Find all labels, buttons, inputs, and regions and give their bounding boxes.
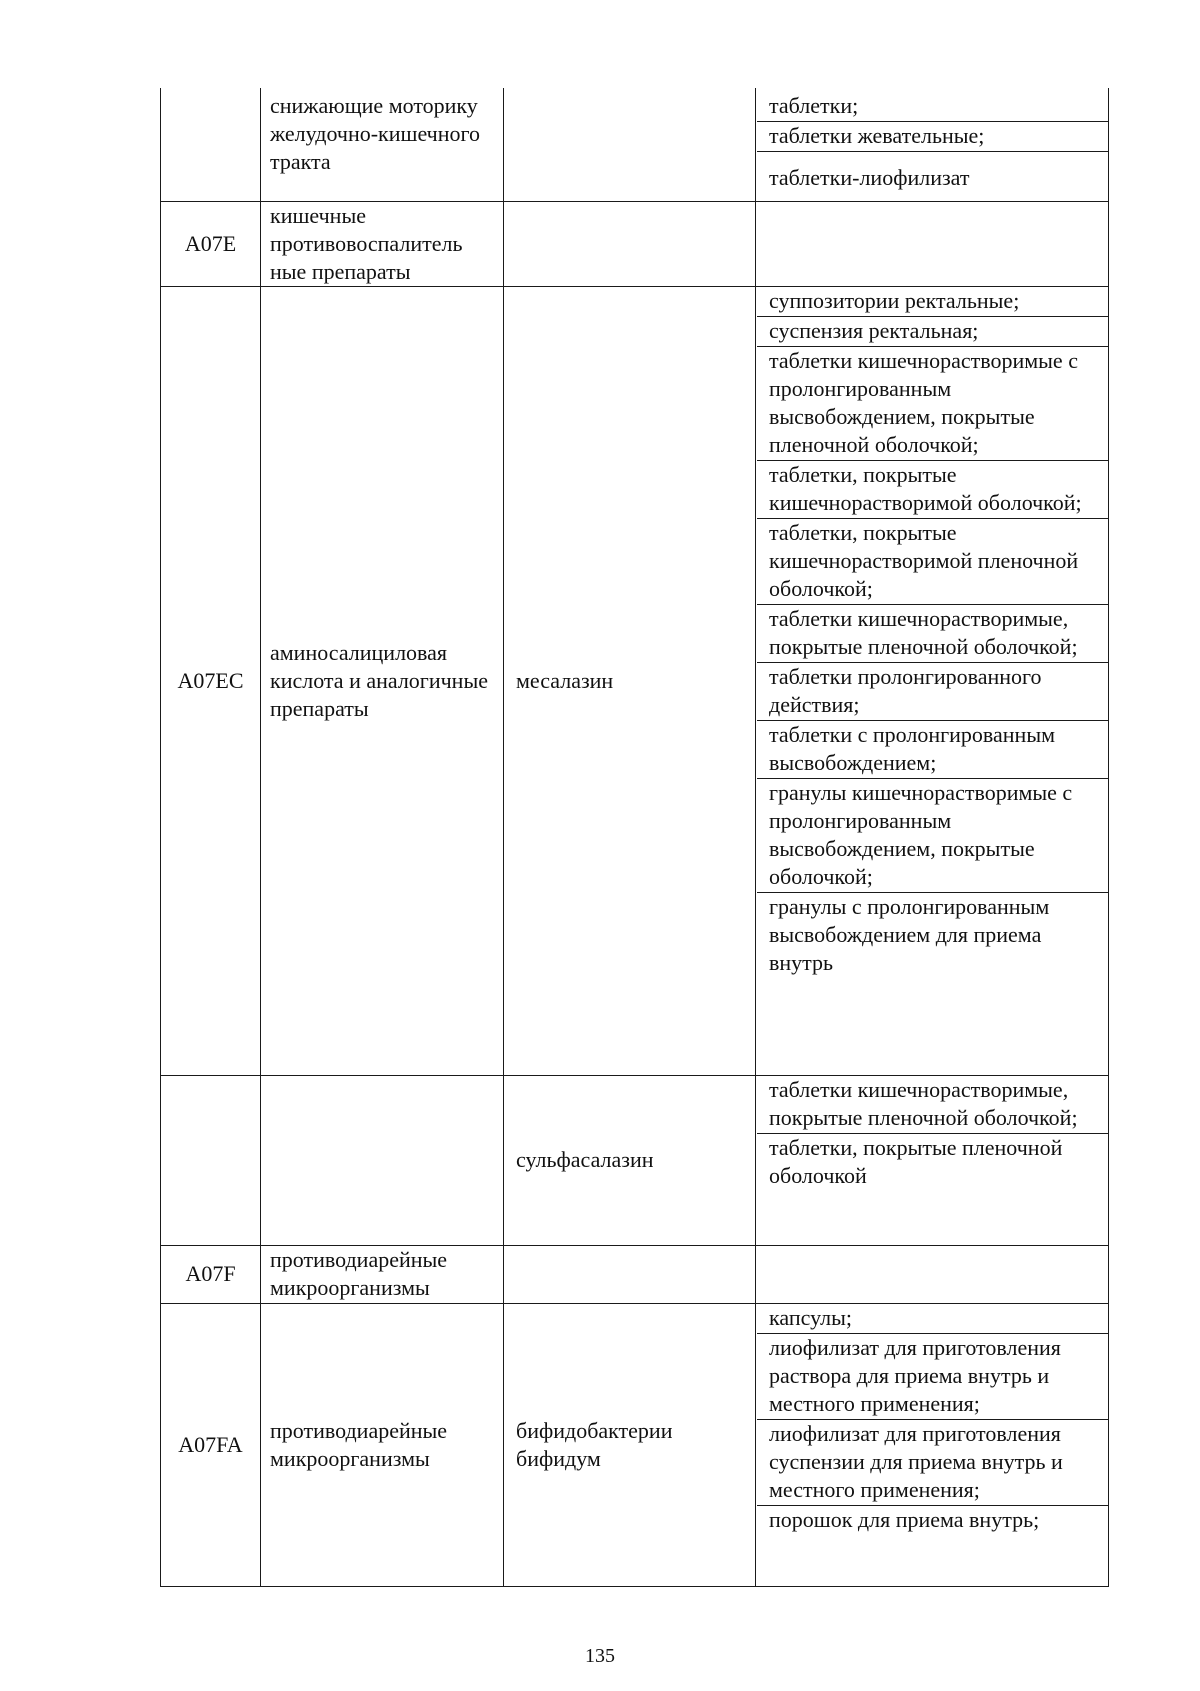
group-name-cell: аминосалициловая кислота и аналогичные препараты	[261, 286, 504, 1075]
dosage-form-item: лиофилизат для приготовления суспензии для приема внутрь и местного применения;	[757, 1420, 1109, 1506]
table-row	[161, 286, 1109, 1075]
dosage-forms-cell	[756, 88, 1109, 201]
atc-code-cell: A07E	[161, 201, 261, 286]
dosage-form-item: таблетки;	[757, 88, 1109, 122]
atc-code-cell	[161, 88, 261, 201]
atc-code-cell: A07FA	[161, 1303, 261, 1586]
group-name-cell: противодиарейные микроорганизмы	[261, 1245, 504, 1303]
dosage-form-item: таблетки, покрытые пленочной оболочкой	[769, 1134, 1063, 1188]
dosage-form-item: таблетки кишечнорастворимые с пролонгированным высвобождением, покрытые пленочной оболочкой;	[757, 347, 1109, 461]
dosage-form-item: гранулы кишечнорастворимые с пролонгированным высвобождением, покрытые оболочкой;	[757, 779, 1109, 893]
dosage-forms-cell	[756, 1303, 1109, 1586]
table-row	[161, 88, 1109, 201]
group-name-cell: кишечные противовоспалитель ные препараты	[261, 201, 504, 286]
dosage-forms-cell	[756, 1075, 1109, 1245]
dosage-form-item: суппозитории ректальные;	[757, 287, 1109, 317]
dosage-form-item: таблетки кишечнорастворимые, покрытые пленочной оболочкой;	[757, 605, 1109, 663]
dosage-form-item: суспензия ректальная;	[757, 317, 1109, 347]
dosage-form-item: таблетки пролонгированного действия;	[757, 663, 1109, 721]
inn-cell: бифидобактерии бифидум	[504, 1303, 756, 1586]
dosage-form-item: капсулы;	[757, 1304, 1109, 1334]
drug-classification-table	[160, 88, 1109, 1587]
group-name-cell: снижающие моторику желудочно-кишечного тракта	[261, 88, 504, 201]
dosage-forms-cell	[756, 201, 1109, 286]
dosage-form-item: гранулы с пролонгированным высвобождением для приема внутрь	[769, 893, 1050, 975]
table-row	[161, 1245, 1109, 1303]
inn-cell: сульфасалазин	[504, 1075, 756, 1245]
dosage-forms-cell	[756, 1245, 1109, 1303]
inn-cell	[504, 1245, 756, 1303]
dosage-forms-cell	[756, 286, 1109, 1075]
atc-code-cell: A07F	[161, 1245, 261, 1303]
page-number: 135	[585, 1645, 615, 1667]
atc-code-cell	[161, 1075, 261, 1245]
dosage-form-item: таблетки кишечнорастворимые, покрытые пленочной оболочкой;	[757, 1076, 1109, 1134]
table-row	[161, 201, 1109, 286]
dosage-form-item: таблетки с пролонгированным высвобождением;	[757, 721, 1109, 779]
table-row	[161, 1303, 1109, 1586]
group-name-cell	[261, 1075, 504, 1245]
inn-cell: месалазин	[504, 286, 756, 1075]
dosage-form-item: таблетки, покрытые кишечнорастворимой пленочной оболочкой;	[757, 519, 1109, 605]
inn-cell	[504, 201, 756, 286]
dosage-form-item: порошок для приема внутрь;	[769, 1506, 1040, 1532]
dosage-form-item: таблетки жевательные;	[757, 122, 1109, 152]
atc-code-cell: A07EC	[161, 286, 261, 1075]
dosage-form-item: лиофилизат для приготовления раствора для приема внутрь и местного применения;	[757, 1334, 1109, 1420]
dosage-form-item: таблетки, покрытые кишечнорастворимой оболочкой;	[757, 461, 1109, 519]
group-name-cell: противодиарейные микроорганизмы	[261, 1303, 504, 1586]
inn-cell	[504, 88, 756, 201]
dosage-form-item: таблетки-лиофилизат	[769, 165, 970, 190]
table-row	[161, 1075, 1109, 1245]
